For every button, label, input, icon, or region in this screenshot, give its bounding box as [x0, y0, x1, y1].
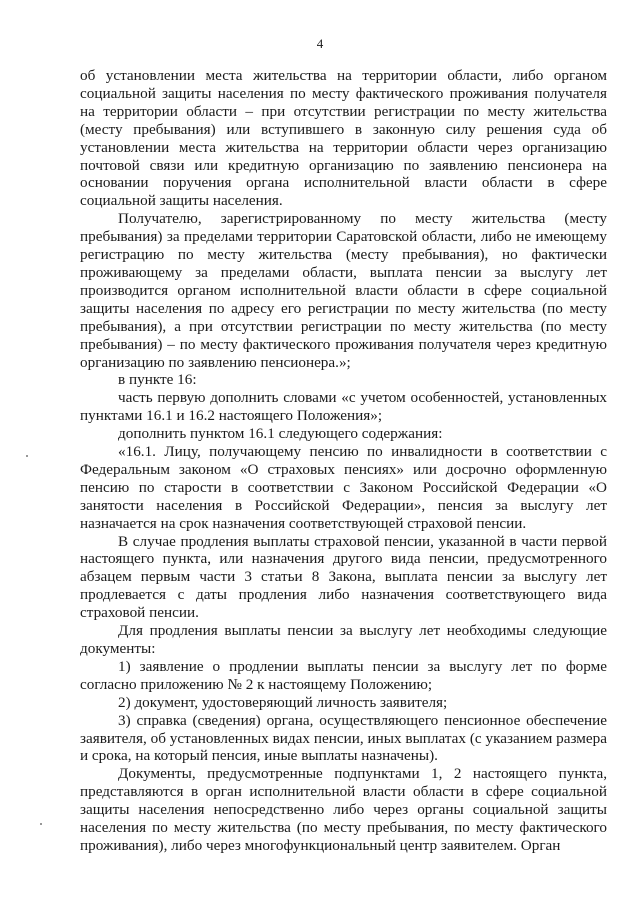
paragraph: 3) справка (сведения) органа, осуществляющего пенсионное обеспечение заявителя, об установленных видах пенсии, иных выплатах (с указанием размера и срока, на который пенсия, иные выплаты назначены). [80, 711, 607, 765]
paragraph: Получателю, зарегистрированному по месту жительства (месту пребывания) за пределами территории Саратовской области, либо не имеющему регистрацию по месту жительства (месту пребывания), но фактически проживающему за пределами области, выплата пенсии за выслугу лет производится органом исполнительной власти области в сфере социальной защиты населения по адресу его регистрации по месту жительства (по месту пребывания), а при отсутствии регистрации по месту жительства (по месту пребывания) – по месту фактического проживания получателя через кредитную организацию по заявлению пенсионера.»; [80, 210, 607, 371]
paragraph: дополнить пунктом 16.1 следующего содержания: [118, 425, 443, 443]
paragraph: часть первую дополнить словами «с учетом особенностей, установленных пунктами 16.1 и 16.2 настоящего Положения»; [80, 389, 607, 425]
paragraph: 1) заявление о продлении выплаты пенсии за выслугу лет по форме согласно приложению № 2 к настоящему Положению; [80, 657, 607, 693]
paragraph: Для продления выплаты пенсии за выслугу лет необходимы следующие документы: [80, 622, 607, 657]
scan-mark [26, 455, 28, 457]
paragraph: в пункте 16: [118, 371, 197, 389]
paragraph: «16.1. Лицу, получающему пенсию по инвалидности в соответствии с Федеральным законом «О страховых пенсиях» или досрочно оформленную пенсию по старости в соответствии с Законом Российской Федерации «О занятости населения в Российской Федерации», пенсия за выслугу лет назначается на срок назначения соответствующей страховой пенсии. [80, 443, 607, 532]
scan-mark [40, 823, 42, 825]
paragraph: В случае продления выплаты страховой пенсии, указанной в части первой настоящего пункта, или назначения другого вида пенсии, предусмотренного абзацем первым части 3 статьи 8 Закона, выплата пенсии за выслугу лет продлевается с даты продления либо назначения соответствующего вида страховой пенсии. [80, 532, 607, 622]
document-body [80, 67, 607, 855]
paragraph: об установлении места жительства на территории области, либо органом социальной защиты населения по месту фактического проживания получателя на территории области – при отсутствии регистрации по месту жительства (месту пребывания) или вступившего в законную силу решения суда об установлении места жительства на территории области через организацию почтовой связи или кредитную организацию по заявлению пенсионера на основании поручения органа исполнительной власти области в сфере социальной защиты населения. [80, 67, 607, 210]
paragraph: 2) документ, удостоверяющий личность заявителя; [118, 693, 448, 711]
page-number: 4 [316, 36, 324, 51]
paragraph: Документы, предусмотренные подпунктами 1, 2 настоящего пункта, представляются в орган исполнительной власти области в сфере социальной защиты населения непосредственно либо через органы социальной защиты населения по месту жительства (по месту пребывания, по месту фактического проживания), либо через многофункциональный центр заявителем. Орган [80, 765, 607, 854]
